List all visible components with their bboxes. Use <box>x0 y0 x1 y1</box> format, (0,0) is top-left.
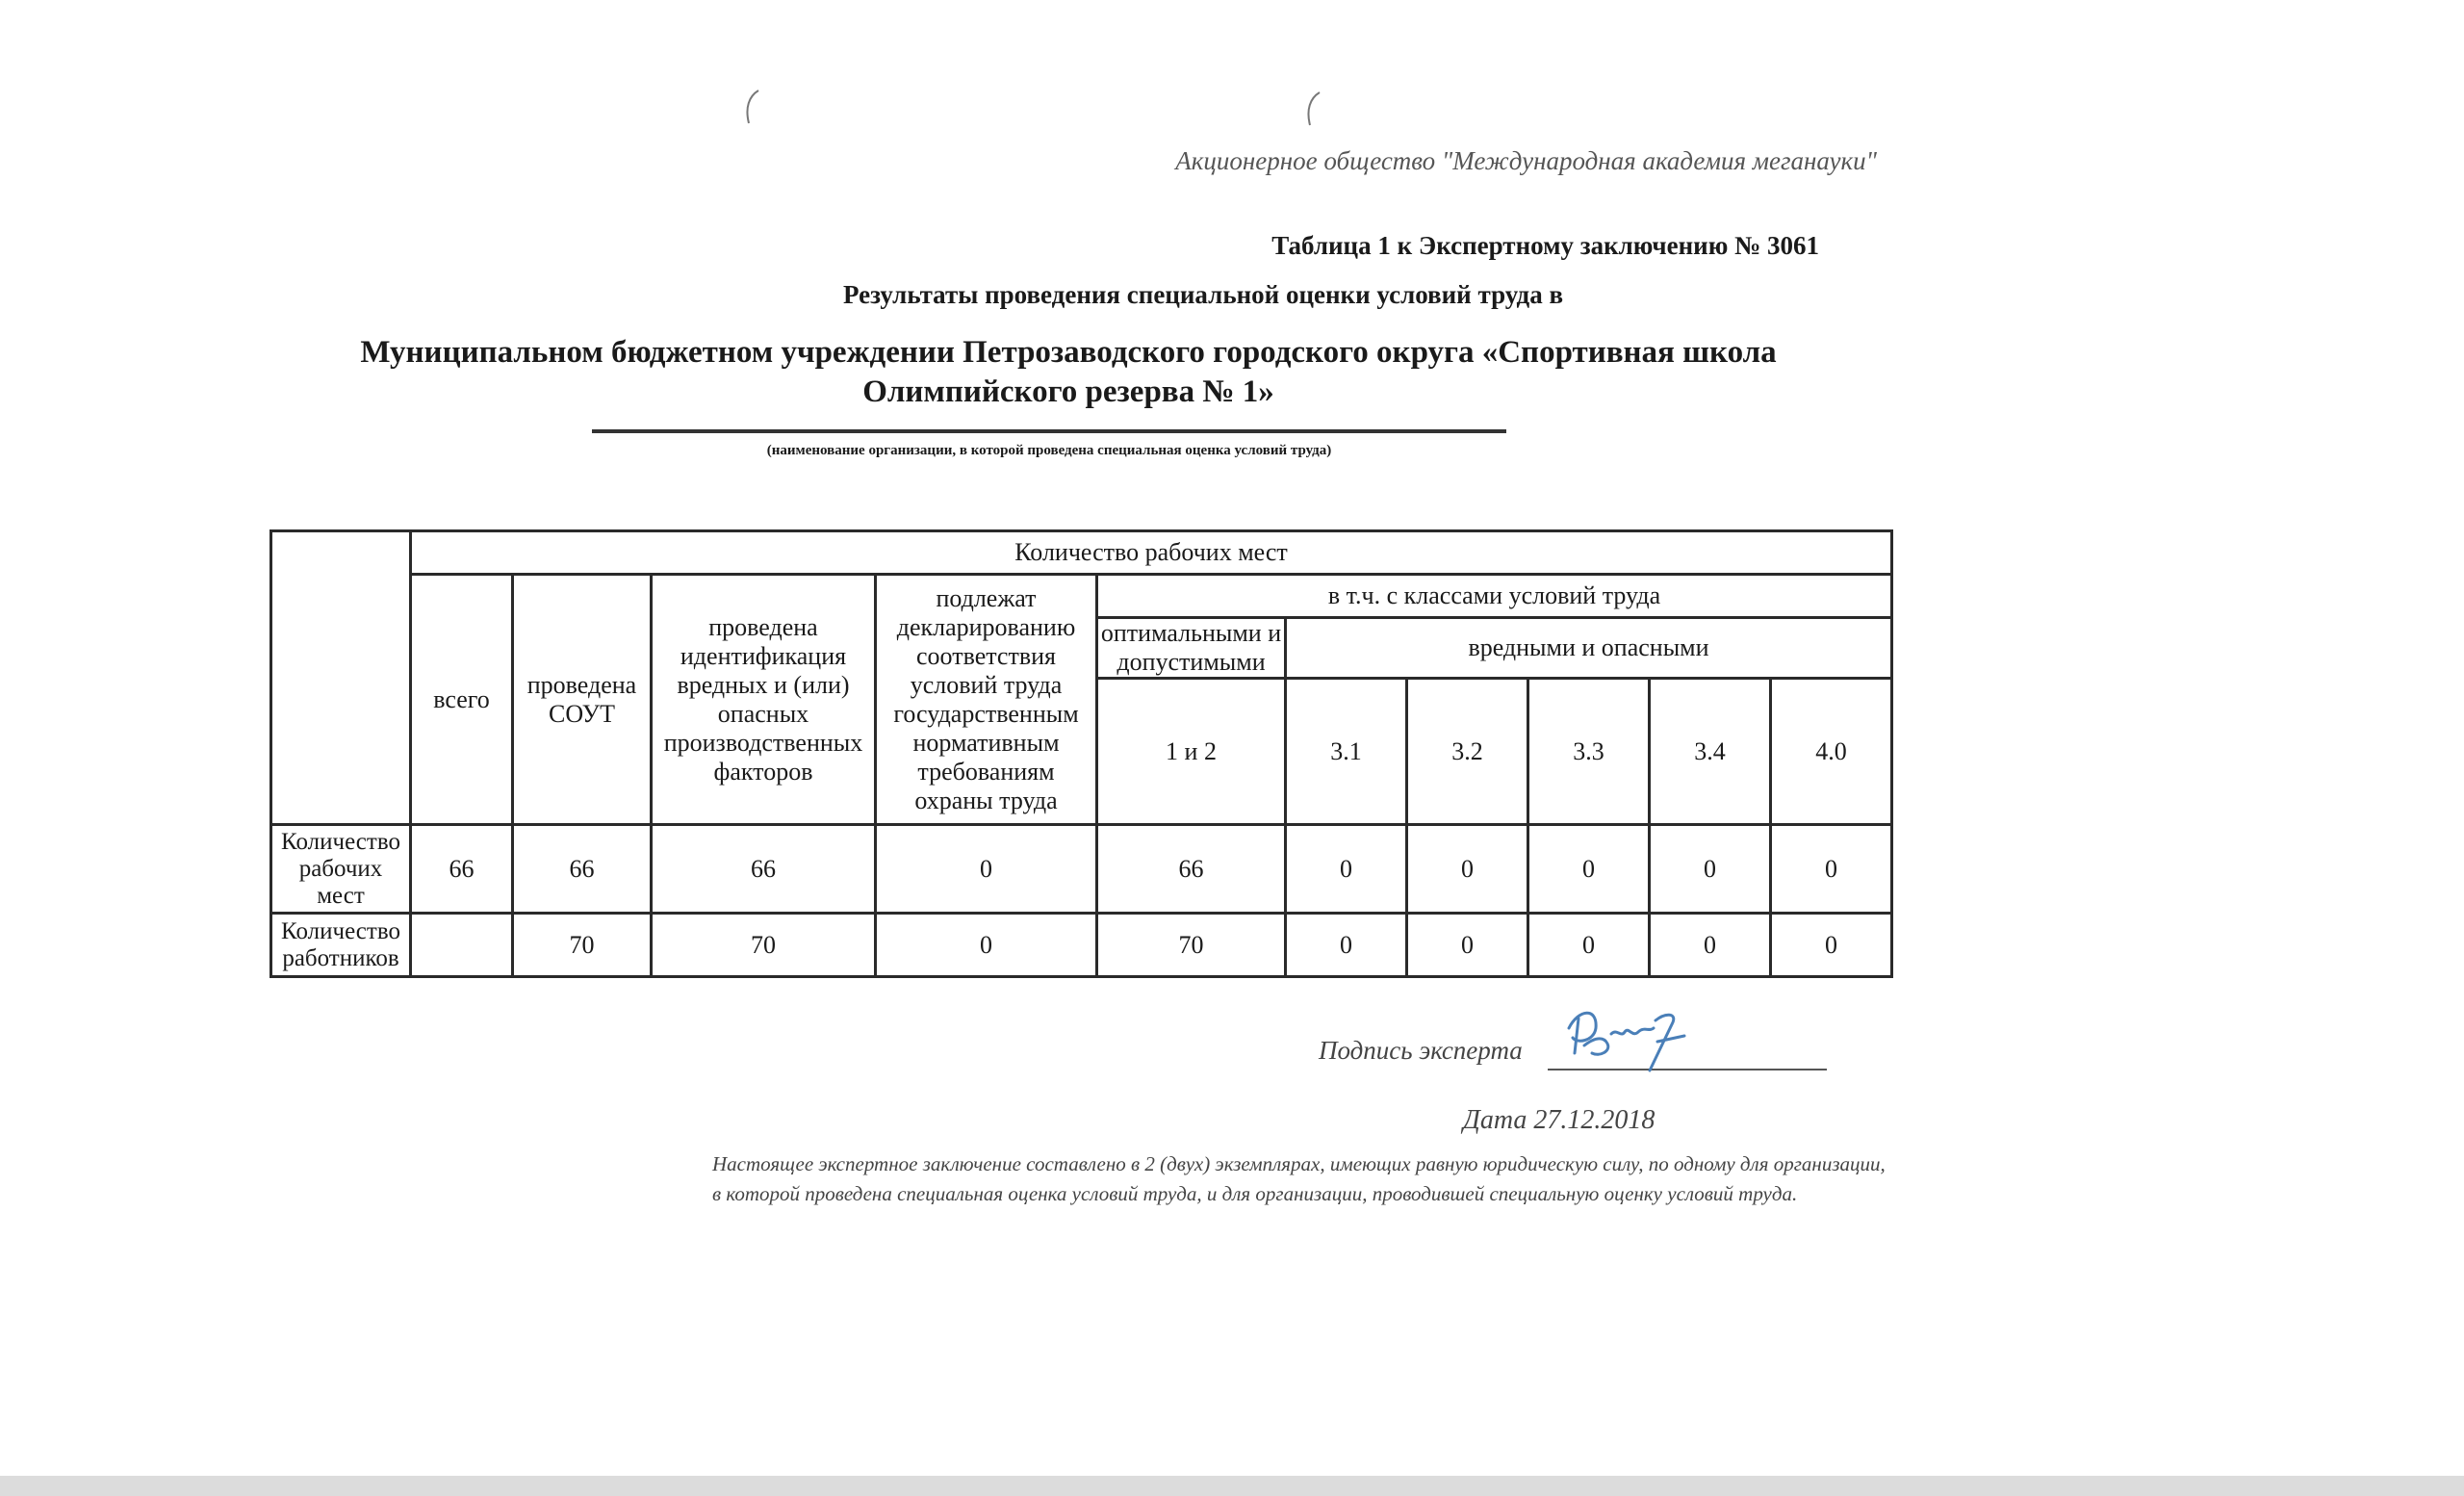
organization-name-line1: Муниципальном бюджетном учреждении Петрозаводского городского округа «Спортивная школа <box>360 335 1777 370</box>
table-cell: 0 <box>1650 825 1771 914</box>
class-3-3-header: 3.3 <box>1528 679 1650 825</box>
organization-caption: (наименование организации, в которой проведена специальная оценка условий труда) <box>766 443 1332 458</box>
class-3-1-header: 3.1 <box>1286 679 1407 825</box>
table-cell: 0 <box>1528 914 1650 977</box>
table-cell: 70 <box>513 914 652 977</box>
table-reference: Таблица 1 к Экспертному заключению № 3061 <box>1271 231 1819 260</box>
col-sout-header: проведена СОУТ <box>513 575 652 825</box>
scan-mark <box>1304 90 1323 129</box>
classes-group-header: в т.ч. с классами условий труда <box>1097 575 1892 618</box>
table-corner-cell <box>271 531 411 825</box>
class-3-4-header: 3.4 <box>1650 679 1771 825</box>
table-cell: 0 <box>1286 914 1407 977</box>
table-row <box>271 825 1892 914</box>
table-cell: 0 <box>1650 914 1771 977</box>
table-cell: 66 <box>513 825 652 914</box>
class-4-0-header: 4.0 <box>1771 679 1892 825</box>
page-bottom-band <box>0 1476 2464 1496</box>
row-label: Количество рабочих мест <box>271 825 411 914</box>
group-header-cell: Количество рабочих мест <box>411 531 1892 575</box>
table-cell <box>411 914 513 977</box>
table-cell: 70 <box>652 914 876 977</box>
table-cell: 0 <box>1407 914 1528 977</box>
class-3-2-header: 3.2 <box>1407 679 1528 825</box>
col-identification-header: проведена идентификация вредных и (или) опасных производственных факторов <box>652 575 876 825</box>
organization-header: Акционерное общество "Международная академия меганауки" <box>1175 146 1877 175</box>
signature-label: Подпись эксперта <box>1319 1036 1523 1065</box>
organization-name <box>270 333 1867 412</box>
organization-underline <box>592 429 1506 433</box>
table-cell: 66 <box>1097 825 1286 914</box>
table-cell: 66 <box>411 825 513 914</box>
table-cell: 70 <box>1097 914 1286 977</box>
row-label: Количество работников <box>271 914 411 977</box>
class-1-2-header: 1 и 2 <box>1097 679 1286 825</box>
table-cell: 0 <box>1286 825 1407 914</box>
table-cell: 0 <box>1771 914 1892 977</box>
table-row <box>271 914 1892 977</box>
signature-block <box>1319 1011 1829 1069</box>
table-cell: 66 <box>652 825 876 914</box>
col-total-header: всего <box>411 575 513 825</box>
handwritten-signature <box>1550 999 1704 1076</box>
harmful-group-header: вредными и опасными <box>1286 618 1892 679</box>
table-cell: 0 <box>1407 825 1528 914</box>
organization-name-line2: Олимпийского резерва № 1» <box>862 374 1274 409</box>
results-title: Результаты проведения специальной оценки условий труда в <box>842 280 1564 309</box>
table-cell: 0 <box>1528 825 1650 914</box>
table-cell: 0 <box>876 914 1097 977</box>
date-line: Дата 27.12.2018 <box>1463 1105 1656 1135</box>
table-header-row <box>271 575 1892 618</box>
optimal-group-header: оптимальными и допустимыми <box>1097 618 1286 679</box>
col-declaration-header: подлежат декларированию соответствия условий труда государственным нормативным требованиям охраны труда <box>876 575 1097 825</box>
table-cell: 0 <box>876 825 1097 914</box>
table-cell: 0 <box>1771 825 1892 914</box>
scan-mark <box>743 89 762 127</box>
results-table <box>270 529 1893 978</box>
footnote: Настоящее экспертное заключение составлено в 2 (двух) экземплярах, имеющих равную юридическую силу, по одному для организации, в которой проведена специальная оценка условий труда, и для организации, проводившей специальную оценку условий труда. <box>712 1152 1886 1205</box>
table-header-row <box>271 531 1892 575</box>
